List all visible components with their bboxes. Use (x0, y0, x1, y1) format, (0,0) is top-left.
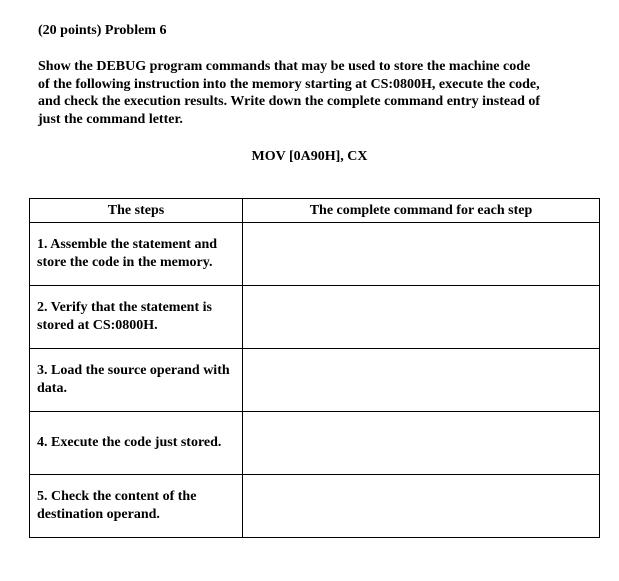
command-answer-cell[interactable] (243, 286, 600, 349)
command-answer-cell[interactable] (243, 349, 600, 412)
instruction-line: just the command letter. (38, 111, 183, 127)
step-description: 5. Check the content of the destination operand. (30, 475, 243, 538)
instruction-line: of the following instruction into the memory starting at CS:0800H, execute the code, (38, 76, 540, 92)
step-description: 2. Verify that the statement is stored at CS:0800H. (30, 286, 243, 349)
command-answer-cell[interactable] (243, 223, 600, 286)
steps-table (29, 198, 600, 538)
table-row (30, 286, 600, 349)
table-row (30, 223, 600, 286)
step-description: 3. Load the source operand with data. (30, 349, 243, 412)
problem-heading: (20 points) Problem 6 (38, 23, 167, 38)
table-row (30, 349, 600, 412)
instruction-line: Show the DEBUG program commands that may be used to store the machine code (38, 59, 531, 74)
instruction-line: and check the execution results. Write down the complete command entry instead of (38, 94, 541, 109)
problem-instructions (38, 58, 598, 128)
command-answer-cell[interactable] (243, 475, 600, 538)
table-header-row (30, 199, 600, 223)
table-row (30, 412, 600, 475)
step-description: 4. Execute the code just stored. (30, 412, 243, 475)
table-row (30, 475, 600, 538)
command-answer-cell[interactable] (243, 412, 600, 475)
header-steps: The steps (30, 199, 243, 223)
header-command: The complete command for each step (243, 199, 600, 223)
assembly-instruction: MOV [0A90H], CX (251, 149, 368, 164)
step-description: 1. Assemble the statement and store the code in the memory. (30, 223, 243, 286)
